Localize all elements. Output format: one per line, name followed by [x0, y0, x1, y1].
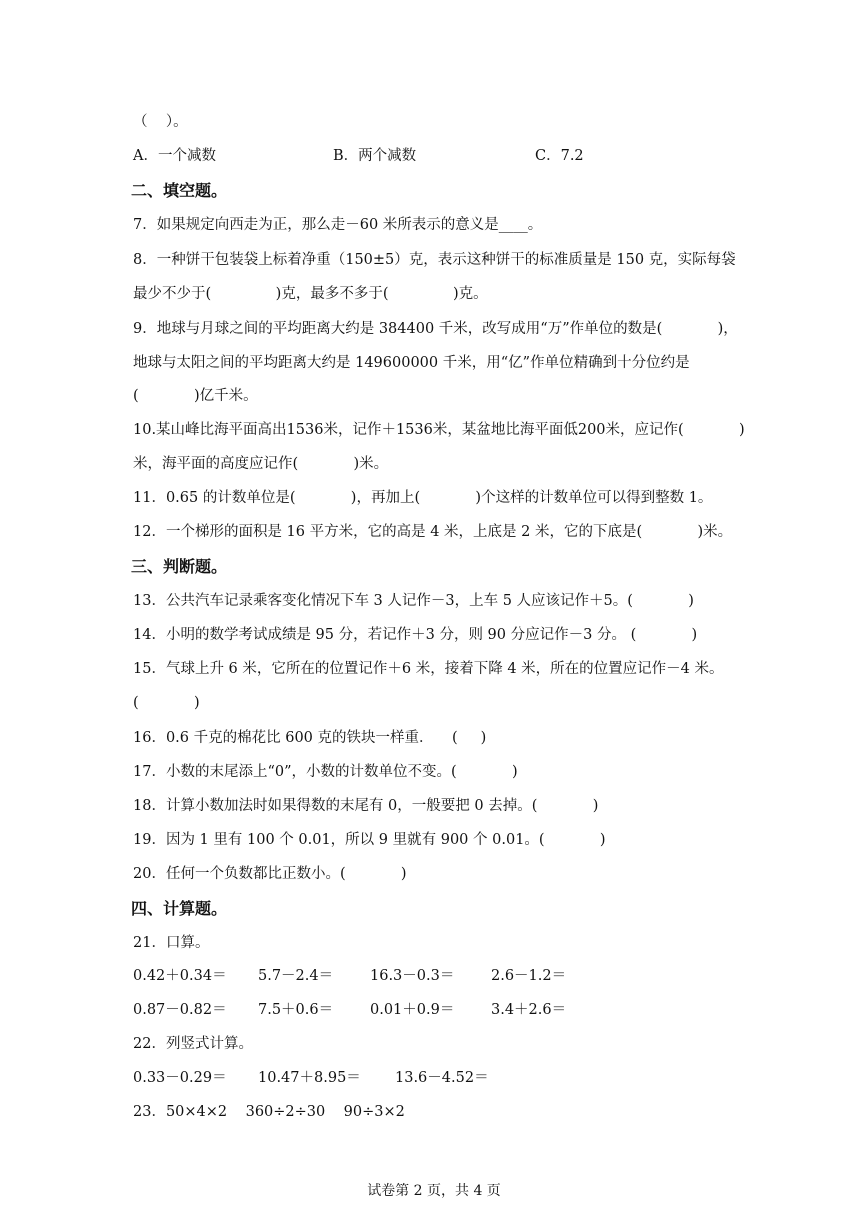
oral-calc-item: 5.7－2.4＝	[258, 968, 334, 984]
question-17: 17．小数的末尾添上“0”，小数的计数单位不变。( )	[133, 764, 518, 780]
question-18: 18．计算小数加法时如果得数的末尾有 0，一般要把 0 去掉。( )	[133, 798, 599, 814]
question-8-line-2: 最少不少于( )克，最多不多于( )克。	[133, 286, 488, 302]
oral-calc-item: 2.6－1.2＝	[491, 968, 567, 984]
vertical-calc-item: 13.6－4.52＝	[395, 1070, 489, 1086]
oral-calc-item: 16.3－0.3＝	[370, 968, 455, 984]
question-9-line-3: ( )亿千米。	[133, 388, 258, 404]
question-10-line-2: 米，海平面的高度应记作( )米。	[133, 456, 389, 472]
question-14: 14．小明的数学考试成绩是 95 分，若记作＋3 分，则 90 分应记作－3 分。 ( )	[133, 627, 698, 643]
question-15-line-2: ( )	[133, 695, 200, 711]
section-heading-calculation: 四、计算题。	[131, 899, 228, 918]
question-19: 19．因为 1 里有 100 个 0.01，所以 9 里就有 900 个 0.01。( )	[133, 832, 606, 848]
oral-calc-item: 0.42＋0.34＝	[133, 968, 227, 984]
vertical-calc-item: 10.47＋8.95＝	[258, 1070, 361, 1086]
q6-option-c: C．7.2	[535, 148, 584, 164]
oral-calc-item: 0.87－0.82＝	[133, 1002, 227, 1018]
question-9-line-1: 9．地球与月球之间的平均距离大约是 384400 千米，改写成用“万”作单位的数是( )，	[133, 321, 738, 337]
oral-calc-item: 3.4＋2.6＝	[491, 1002, 567, 1018]
question-15-line-1: 15．气球上升 6 米，它所在的位置记作＋6 米，接着下降 4 米，所在的位置应记作－4 米。	[133, 661, 724, 677]
question-13: 13．公共汽车记录乘客变化情况下车 3 人记作－3，上车 5 人应该记作＋5。( )	[133, 593, 694, 609]
q6-option-a: A．一个减数	[133, 148, 216, 164]
question-21: 21．口算。	[133, 935, 210, 951]
section-heading-fill-in: 二、填空题。	[131, 181, 228, 200]
question-20: 20．任何一个负数都比正数小。( )	[133, 866, 407, 882]
q6-option-b: B．两个减数	[333, 148, 417, 164]
question-12: 12．一个梯形的面积是 16 平方米，它的高是 4 米，上底是 2 米，它的下底是( )米。	[133, 524, 733, 540]
vertical-calc-item: 0.33－0.29＝	[133, 1070, 227, 1086]
section-heading-true-false: 三、判断题。	[131, 557, 228, 576]
oral-calc-item: 0.01＋0.9＝	[370, 1002, 455, 1018]
question-16: 16．0.6 千克的棉花比 600 克的铁块一样重． ( )	[133, 730, 487, 746]
question-23: 23．50×4×2 360÷2÷30 90÷3×2	[133, 1104, 405, 1120]
q6-tail: （ ）。	[133, 114, 188, 130]
question-11: 11．0.65 的计数单位是( )，再加上( )个这样的计数单位可以得到整数 1。	[133, 490, 713, 506]
question-9-line-2: 地球与太阳之间的平均距离大约是 149600000 千米，用“亿”作单位精确到十分位约是	[133, 355, 690, 371]
question-22: 22．列竖式计算。	[133, 1036, 253, 1052]
oral-calc-item: 7.5＋0.6＝	[258, 1002, 334, 1018]
question-8-line-1: 8．一种饼干包装袋上标着净重（150±5）克，表示这种饼干的标准质量是 150 克，实际每袋	[133, 252, 736, 268]
page-footer: 试卷第 2 页，共 4 页	[367, 1183, 501, 1199]
question-10-line-1: 10.某山峰比海平面高出1536米，记作＋1536米，某盆地比海平面低200米，应记作( )	[133, 422, 745, 438]
question-7: 7．如果规定向西走为正，那么走－60 米所表示的意义是____。	[133, 217, 543, 233]
